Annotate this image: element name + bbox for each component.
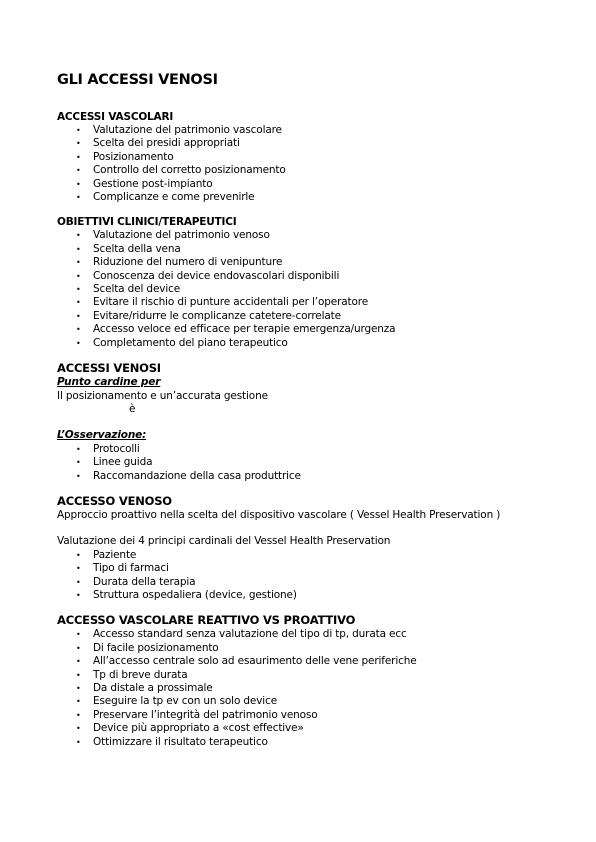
bullet-icon: •	[76, 458, 81, 468]
bullet-icon: •	[76, 285, 81, 295]
section-heading: OBIETTIVI CLINICI/TERAPEUTICI	[57, 216, 237, 229]
section-obiettivi	[57, 215, 557, 350]
bullet-icon: •	[76, 298, 81, 308]
bullet-icon: •	[76, 166, 81, 176]
list-item: • Linee guida	[76, 456, 153, 469]
section-heading: ACCESSI VENOSI	[57, 361, 161, 376]
bullet-icon: •	[76, 737, 81, 747]
bullet-icon: •	[76, 670, 81, 680]
spacer	[57, 416, 557, 429]
list-item: • Device più appropriato a «cost effective»	[76, 722, 304, 735]
list-item: • Controllo del corretto posizionamento	[76, 164, 286, 177]
list-item: • Accesso standard senza valutazione del tipo di tp, durata ecc	[76, 628, 407, 641]
bullet-icon: •	[76, 724, 81, 734]
bullet-icon: •	[76, 193, 81, 203]
list-item: • Scelta del device	[76, 283, 181, 296]
bullet-icon: •	[76, 471, 81, 481]
bullet-icon: •	[76, 179, 81, 189]
list-item: • Complicanze e come prevenirle	[76, 191, 255, 204]
list-item: • Evitare/ridurre le complicanze catetere-correlate	[76, 309, 341, 322]
paragraph: Valutazione dei 4 principi cardinali del Vessel Health Preservation	[57, 535, 391, 548]
list-item: • Valutazione del patrimonio vascolare	[76, 124, 282, 136]
list-item: • Di facile posizionamento	[76, 641, 219, 654]
list-item: • Raccomandazione della casa produttrice	[76, 469, 301, 482]
section-accessi-vascolari	[57, 110, 557, 204]
sub-label: Punto cardine per	[57, 376, 161, 389]
list-item: • Completamento del piano terapeutico	[76, 336, 288, 349]
list-item: • Tp di breve durata	[76, 668, 188, 681]
section-accessi-venosi	[57, 361, 557, 483]
list-item: • Durata della terapia	[76, 575, 196, 588]
bullet-icon: •	[76, 710, 81, 720]
paragraph: Approccio proattivo nella scelta del dispositivo vascolare ( Vessel Health Preservation )	[57, 508, 501, 521]
bullet-icon: •	[76, 564, 81, 574]
bullet-icon: •	[76, 590, 81, 600]
bullet-icon: •	[76, 338, 81, 348]
bullet-icon: •	[76, 311, 81, 321]
bullet-icon: •	[76, 139, 81, 149]
bullet-icon: •	[76, 444, 81, 454]
section-heading: ACCESSO VENOSO	[57, 493, 172, 508]
bullet-icon: •	[76, 643, 81, 653]
bullet-icon: •	[76, 697, 81, 707]
list-item: • Eseguire la tp ev con un solo device	[76, 695, 278, 708]
list-item: • Ottimizzare il risultato terapeutico	[76, 735, 268, 748]
bullet-list	[57, 124, 557, 204]
document-title: GLI ACCESSI VENOSI	[57, 72, 218, 88]
list-item: • All’accesso centrale solo ad esaurimento delle vene periferiche	[76, 655, 417, 668]
list-item: • Da distale a prossimale	[76, 682, 213, 694]
paragraph: è	[129, 402, 136, 415]
list-item: • Preservare l’integrità del patrimonio venoso	[76, 708, 318, 721]
document-page	[57, 70, 557, 760]
bullet-icon: •	[76, 325, 81, 335]
list-item: • Scelta dei presidi appropriati	[76, 137, 240, 150]
spacer	[57, 522, 557, 535]
bullet-icon: •	[76, 550, 81, 560]
list-item: • Gestione post-impianto	[76, 177, 213, 190]
list-item: • Accesso veloce ed efficace per terapie emergenza/urgenza	[76, 323, 396, 336]
bullet-icon: •	[76, 271, 81, 281]
list-item: • Paziente	[76, 548, 137, 561]
section-accesso-venoso	[57, 494, 557, 602]
bullet-icon: •	[76, 657, 81, 667]
observation-label: L’Osservazione:	[57, 429, 147, 442]
bullet-list	[57, 628, 557, 749]
list-item: • Valutazione del patrimonio venoso	[76, 229, 270, 242]
section-heading: ACCESSI VASCOLARI	[57, 111, 174, 123]
list-item: • Scelta della vena	[76, 242, 181, 255]
bullet-icon: •	[76, 630, 81, 640]
list-item: • Protocolli	[76, 442, 140, 455]
list-item: • Conoscenza dei device endovascolari disponibili	[76, 269, 340, 282]
bullet-icon: •	[76, 126, 81, 135]
bullet-icon: •	[76, 684, 81, 693]
bullet-list	[57, 229, 557, 350]
list-item: • Riduzione del numero di venipunture	[76, 256, 283, 269]
list-item: • Posizionamento	[76, 150, 174, 163]
bullet-icon: •	[76, 258, 81, 268]
bullet-list	[57, 443, 557, 483]
bullet-icon: •	[76, 152, 81, 162]
list-item: • Evitare il rischio di punture accidentali per l’operatore	[76, 296, 369, 309]
list-item: • Tipo di farmaci	[76, 562, 169, 575]
section-reattivo-vs-proattivo	[57, 613, 557, 749]
bullet-icon: •	[76, 244, 81, 254]
paragraph: Il posizionamento e un’accurata gestione	[57, 389, 268, 402]
bullet-icon: •	[76, 231, 81, 241]
list-item: • Struttura ospedaliera (device, gestione)	[76, 588, 297, 601]
bullet-icon: •	[76, 577, 81, 587]
section-heading: ACCESSO VASCOLARE REATTIVO VS PROATTIVO	[57, 613, 356, 628]
bullet-list	[57, 549, 557, 603]
